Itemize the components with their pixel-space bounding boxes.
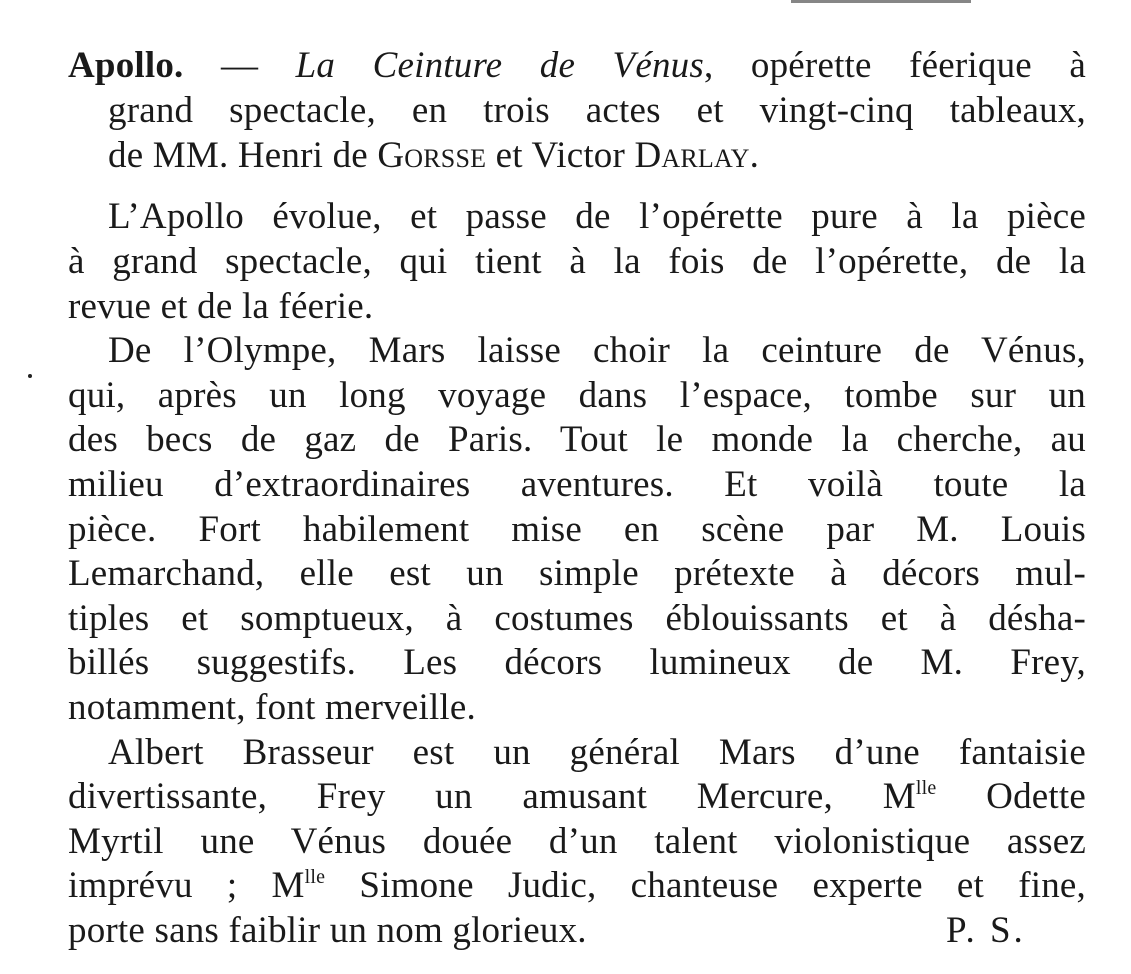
paragraph-line: L’Apollo évolue, et passe de l’opérette pure à la pièce [108, 196, 1086, 237]
heading-description: , opérette féerique à [703, 45, 1086, 86]
paragraph-line: à grand spectacle, qui tient à la fois de l’opérette, de la [68, 241, 1086, 282]
title-abbreviation: lle [304, 866, 326, 888]
author-signature: P. S. [946, 910, 1026, 951]
paragraph-line: imprévu ; $M^{lle}$ Simone Judic, chanteuse experte et fine, [68, 865, 1086, 906]
heading-dash: — [183, 45, 296, 86]
paragraph-line: milieu d’extraordinaires aventures. Et voilà toute la [68, 464, 1086, 505]
theatre-name: Apollo. [68, 45, 184, 86]
title-abbreviation: lle [915, 777, 937, 799]
paragraph-line: tiples et somptueux, à costumes éblouissants et à désha- [68, 598, 1086, 639]
ink-speck [28, 374, 32, 378]
paragraph-line: billés suggestifs. Les décors lumineux de M. Frey, [68, 642, 1086, 683]
paragraph-line: des becs de gaz de Paris. Tout le monde la cherche, au [68, 419, 1086, 460]
author-name: Darlay [634, 135, 750, 176]
play-title: La Ceinture de Vénus [295, 45, 704, 86]
entry-heading-line-3: de MM. Henri de Gorsse et Victor Darlay. [108, 135, 760, 176]
author-name: Gorsse [377, 135, 487, 176]
paragraph-line: Lemarchand, elle est un simple prétexte à décors mul- [68, 553, 1086, 594]
entry-heading-line-1 [68, 44, 1086, 88]
paragraph-line: notamment, font merveille. [68, 687, 476, 728]
paragraph-line: divertissante, Frey un amusant Mercure, $M^{lle}$ Odette [68, 776, 1086, 817]
paragraph-line: pièce. Fort habilement mise en scène par M. Louis [68, 509, 1086, 550]
paragraph-line: porte sans faiblir un nom glorieux. [68, 910, 587, 951]
paragraph-line: revue et de la féerie. [68, 286, 374, 327]
paragraph-line: qui, après un long voyage dans l’espace, tombe sur un [68, 375, 1086, 416]
paragraph-line: De l’Olympe, Mars laisse choir la ceinture de Vénus, [108, 330, 1086, 371]
entry-heading-line-2: grand spectacle, en trois actes et vingt-cinq tableaux, [108, 90, 1086, 131]
paragraph-line: Myrtil une Vénus douée d’un talent violonistique assez [68, 821, 1086, 862]
paragraph-line: Albert Brasseur est un général Mars d’une fantaisie [108, 732, 1086, 773]
scan-edge-mark [791, 0, 971, 3]
